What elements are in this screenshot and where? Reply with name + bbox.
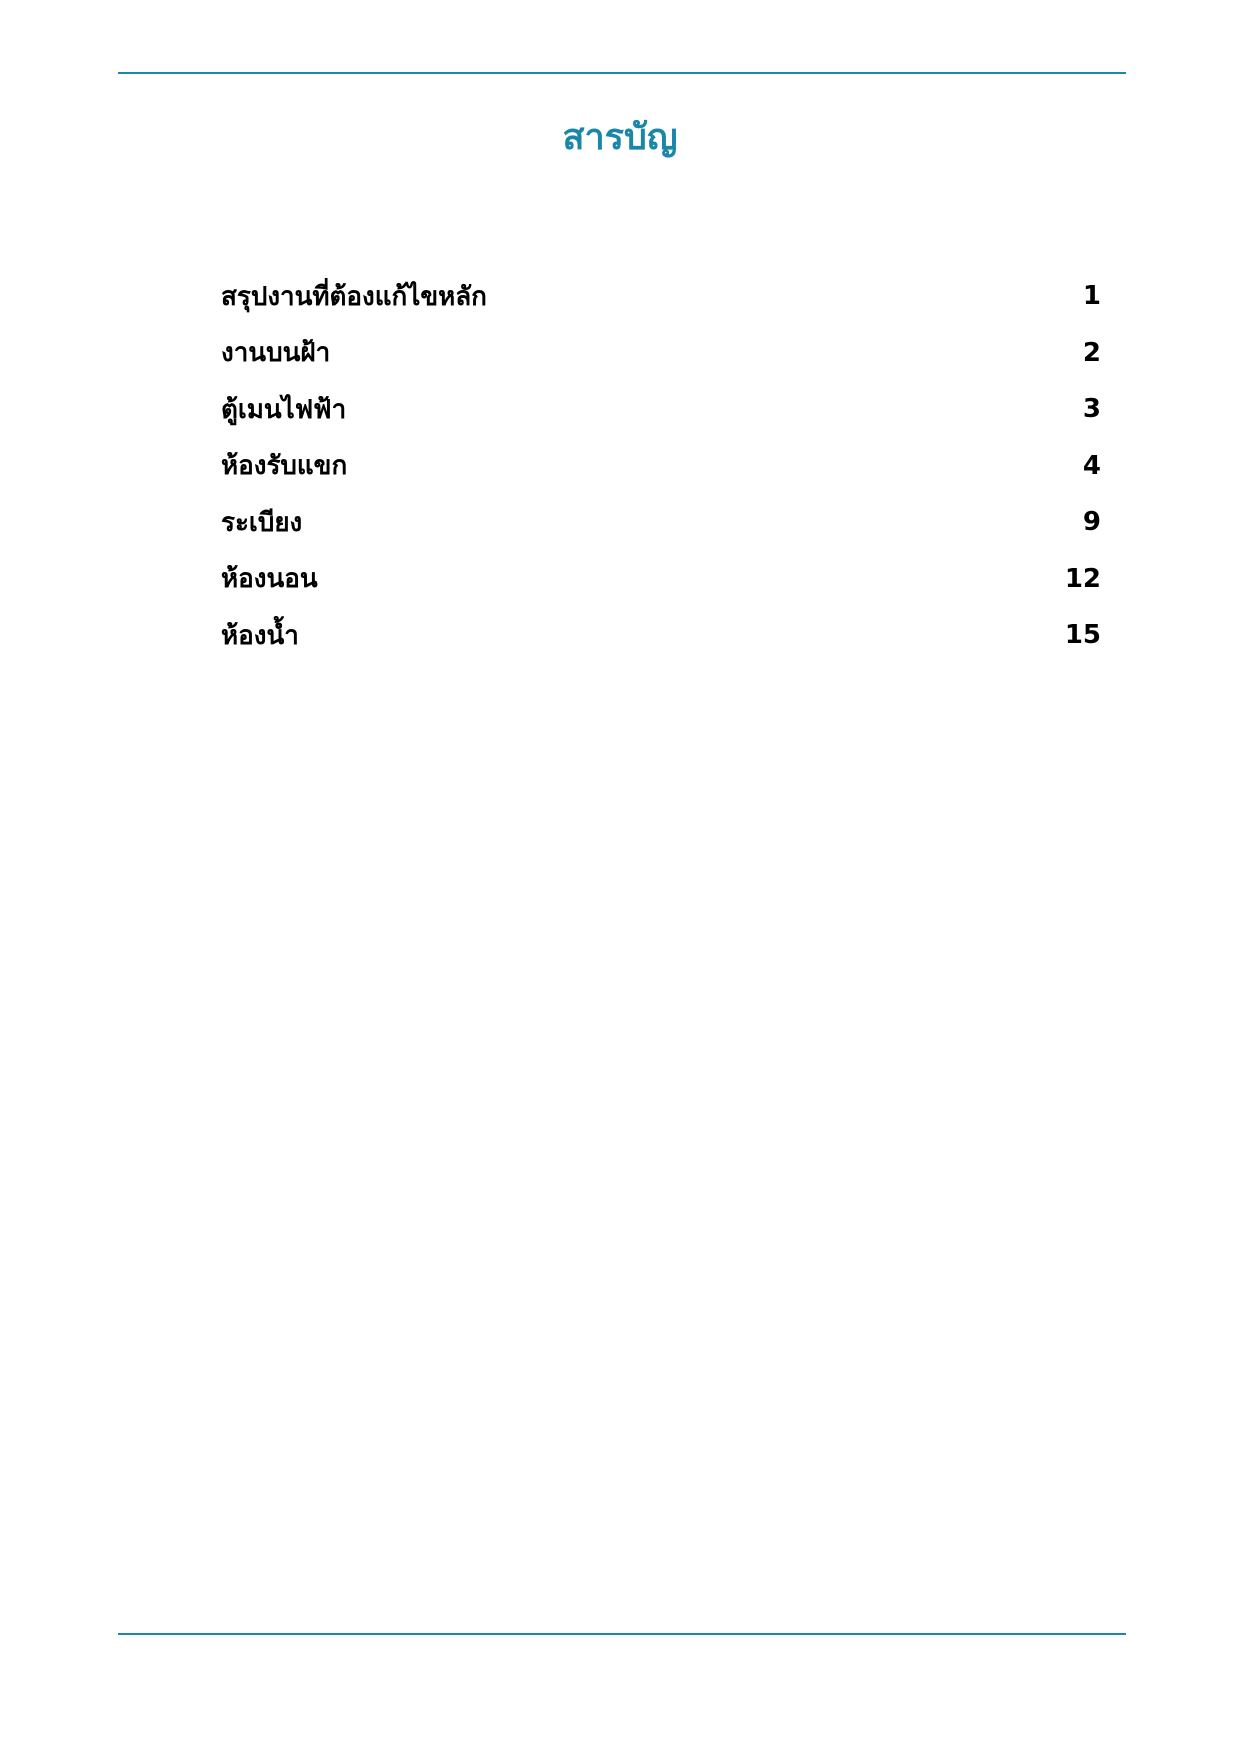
toc-entry[interactable] [221,438,1101,495]
toc-entry-label: ห้องนอน [221,564,318,595]
toc-entry-label: ตู้เมนไฟฟ้า [221,394,347,425]
table-of-contents [221,268,1101,664]
toc-entry-label: ห้องรับแขก [221,451,348,482]
toc-entry[interactable] [221,494,1101,551]
footer-rule [118,1633,1126,1635]
toc-entry-page: 15 [1064,620,1101,651]
toc-entry-page: 12 [1064,563,1101,594]
toc-entry-label: งานบนฝ้า [221,338,331,369]
toc-entry-page: 1 [1082,281,1101,312]
toc-entry[interactable] [221,325,1101,382]
toc-entry-label: สรุปงานที่ต้องแก้ไขหลัก [221,281,487,312]
toc-entry[interactable] [221,268,1101,325]
toc-entry[interactable] [221,551,1101,608]
toc-entry-page: 4 [1082,450,1101,481]
toc-entry[interactable] [221,381,1101,438]
toc-entry-page: 3 [1082,394,1101,425]
toc-entry-page: 9 [1082,507,1101,538]
page-title: สารบัญ [562,117,678,158]
toc-entry-label: ห้องน้ำ [221,620,299,651]
header-rule [118,72,1126,74]
toc-entry-page: 2 [1082,337,1101,368]
toc-entry[interactable] [221,607,1101,664]
toc-entry-label: ระเบียง [221,507,303,538]
